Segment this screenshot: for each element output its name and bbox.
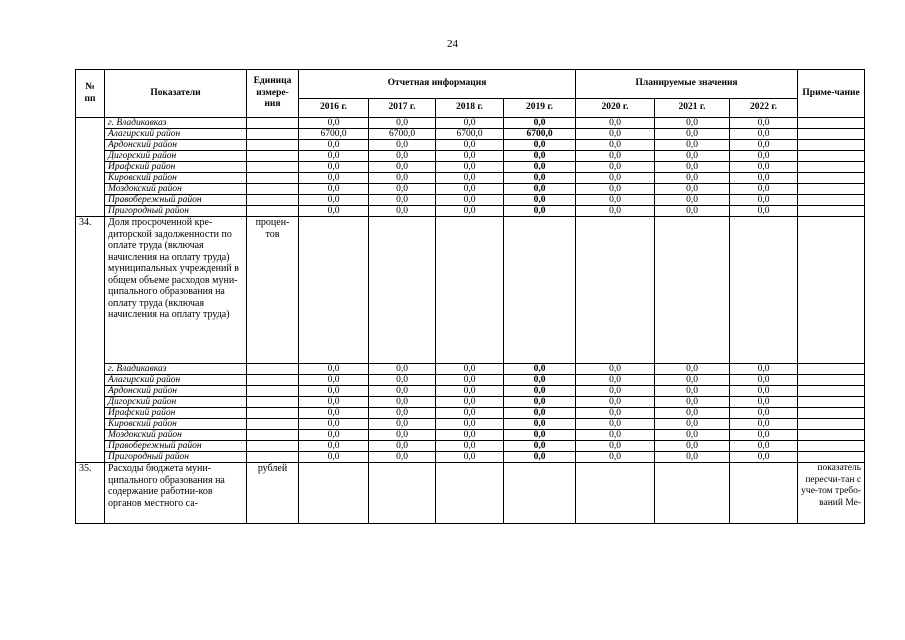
value-cell: 0,0 (369, 441, 436, 452)
value-cell: 0,0 (655, 408, 730, 419)
value-cell: 0,0 (730, 129, 798, 140)
indicator-row-35 (76, 463, 905, 524)
value-cell: 0,0 (504, 151, 576, 162)
value-cell: 0,0 (369, 173, 436, 184)
value-cell: 0,0 (730, 173, 798, 184)
region-name: Кировский район (105, 419, 247, 430)
value-cell: 0,0 (504, 408, 576, 419)
header-year: 2019 г. (504, 99, 576, 118)
region-name: Дигорский район (105, 397, 247, 408)
region-name: Правобережный район (105, 441, 247, 452)
value-cell: 0,0 (369, 162, 436, 173)
value-cell: 0,0 (369, 386, 436, 397)
cell-unit (247, 173, 299, 184)
value-cell: 0,0 (730, 184, 798, 195)
region-name: Кировский район (105, 173, 247, 184)
value-cell: 0,0 (730, 118, 798, 129)
region-name: Ардонский район (105, 386, 247, 397)
indicator-description: Доля просроченной кре-диторской задолженности по оплате труда (включая начисления на оплату труда) муниципальных учреждений в общем объеме расходов муни-ципального образования на оплату труда (включая начисления на оплату труда) (105, 217, 247, 364)
value-cell: 0,0 (576, 195, 655, 206)
value-cell (504, 217, 576, 364)
row-number: 35. (76, 463, 105, 524)
value-cell: 0,0 (436, 195, 504, 206)
value-cell: 0,0 (299, 206, 369, 217)
header-year: 2022 г. (730, 99, 798, 118)
table-row (76, 386, 905, 397)
value-cell: 0,0 (730, 441, 798, 452)
region-name: Пригородный район (105, 452, 247, 463)
cell-note (798, 173, 865, 184)
value-cell: 0,0 (504, 162, 576, 173)
value-cell: 0,0 (655, 162, 730, 173)
value-cell: 0,0 (299, 452, 369, 463)
value-cell: 0,0 (730, 151, 798, 162)
value-cell: 0,0 (576, 419, 655, 430)
value-cell: 0,0 (436, 452, 504, 463)
header-planned: Планируемые значения (576, 70, 798, 99)
region-name: г. Владикавказ (105, 118, 247, 129)
cell-note (798, 184, 865, 195)
value-cell: 0,0 (655, 118, 730, 129)
value-cell: 0,0 (299, 397, 369, 408)
value-cell (655, 217, 730, 364)
indicator-description: Расходы бюджета муни-ципального образования на содержание работни-ков органов местного са- (105, 463, 247, 524)
value-cell: 0,0 (369, 118, 436, 129)
value-cell: 0,0 (576, 375, 655, 386)
header-year: 2018 г. (436, 99, 504, 118)
cell-unit (247, 375, 299, 386)
value-cell: 0,0 (655, 441, 730, 452)
cell-note (798, 419, 865, 430)
value-cell: 0,0 (504, 375, 576, 386)
cell-note (798, 129, 865, 140)
value-cell: 0,0 (436, 386, 504, 397)
value-cell (299, 463, 369, 524)
value-cell (504, 463, 576, 524)
table-row (76, 364, 905, 375)
cell-note (798, 397, 865, 408)
value-cell: 0,0 (576, 173, 655, 184)
value-cell: 0,0 (299, 375, 369, 386)
region-name: Ардонский район (105, 140, 247, 151)
value-cell: 0,0 (576, 184, 655, 195)
cell-note (798, 140, 865, 151)
cell-note (798, 430, 865, 441)
table-row (76, 206, 905, 217)
value-cell (576, 217, 655, 364)
page-number: 24 (447, 38, 458, 50)
cell-note (798, 195, 865, 206)
region-name: Ирафский район (105, 162, 247, 173)
value-cell: 0,0 (436, 206, 504, 217)
value-cell: 0,0 (576, 151, 655, 162)
header-year: 2021 г. (655, 99, 730, 118)
value-cell: 0,0 (504, 419, 576, 430)
region-name: Правобережный район (105, 195, 247, 206)
cell-unit (247, 397, 299, 408)
indicator-note: показатель пересчи-тан с уче-том требо-ваний Ме- (798, 463, 865, 524)
table-row (76, 151, 905, 162)
row-number: 34. (76, 217, 105, 463)
value-cell: 0,0 (655, 452, 730, 463)
value-cell: 0,0 (730, 364, 798, 375)
value-cell (655, 463, 730, 524)
value-cell (730, 463, 798, 524)
value-cell: 0,0 (369, 364, 436, 375)
cell-note (798, 364, 865, 375)
cell-unit (247, 408, 299, 419)
cell-unit (247, 452, 299, 463)
value-cell: 0,0 (655, 386, 730, 397)
value-cell (369, 463, 436, 524)
value-cell: 0,0 (504, 452, 576, 463)
value-cell: 0,0 (576, 140, 655, 151)
cell-note (798, 386, 865, 397)
value-cell: 0,0 (504, 206, 576, 217)
table-row (76, 397, 905, 408)
value-cell: 0,0 (655, 206, 730, 217)
indicator-unit: рублей (247, 463, 299, 524)
value-cell: 0,0 (576, 408, 655, 419)
region-name: Моздокский район (105, 184, 247, 195)
value-cell: 0,0 (369, 140, 436, 151)
value-cell: 0,0 (369, 151, 436, 162)
value-cell: 0,0 (299, 364, 369, 375)
value-cell: 0,0 (576, 206, 655, 217)
header-indicators: Показатели (105, 70, 247, 118)
cell-note (798, 118, 865, 129)
header-year: 2020 г. (576, 99, 655, 118)
cell-unit (247, 129, 299, 140)
value-cell: 0,0 (655, 419, 730, 430)
table-row (76, 195, 905, 206)
value-cell: 0,0 (576, 386, 655, 397)
cell-note (798, 206, 865, 217)
value-cell: 0,0 (436, 140, 504, 151)
value-cell: 0,0 (655, 375, 730, 386)
value-cell: 0,0 (504, 195, 576, 206)
value-cell: 0,0 (655, 173, 730, 184)
value-cell (436, 217, 504, 364)
cell-unit (247, 151, 299, 162)
table-row (76, 452, 905, 463)
cell-note (798, 375, 865, 386)
region-name: Алагирский район (105, 375, 247, 386)
value-cell: 0,0 (299, 419, 369, 430)
value-cell: 6700,0 (299, 129, 369, 140)
value-cell: 0,0 (436, 430, 504, 441)
value-cell: 0,0 (504, 173, 576, 184)
value-cell: 0,0 (504, 441, 576, 452)
value-cell: 0,0 (504, 364, 576, 375)
header-no: № пп (76, 70, 105, 118)
table-row (76, 184, 905, 195)
value-cell: 0,0 (730, 452, 798, 463)
value-cell: 0,0 (504, 397, 576, 408)
cell-unit (247, 118, 299, 129)
value-cell: 0,0 (576, 364, 655, 375)
indicator-unit: процен-тов (247, 217, 299, 364)
value-cell: 0,0 (576, 430, 655, 441)
value-cell: 0,0 (576, 129, 655, 140)
value-cell (299, 217, 369, 364)
value-cell: 0,0 (299, 118, 369, 129)
cell-unit (247, 430, 299, 441)
value-cell: 0,0 (730, 397, 798, 408)
table-body (76, 118, 905, 524)
cell-unit (247, 419, 299, 430)
value-cell: 0,0 (655, 430, 730, 441)
indicators-table (75, 69, 905, 524)
table-row (76, 162, 905, 173)
value-cell: 0,0 (299, 386, 369, 397)
header-note: Приме-чание (798, 70, 865, 118)
value-cell: 6700,0 (436, 129, 504, 140)
value-cell: 0,0 (504, 386, 576, 397)
value-cell: 0,0 (369, 408, 436, 419)
value-cell: 0,0 (299, 430, 369, 441)
value-cell: 0,0 (436, 162, 504, 173)
value-cell: 0,0 (655, 364, 730, 375)
table-row (76, 419, 905, 430)
value-cell: 0,0 (436, 375, 504, 386)
value-cell (730, 217, 798, 364)
value-cell: 0,0 (299, 441, 369, 452)
header-reported: Отчетная информация (299, 70, 576, 99)
cell-note (798, 162, 865, 173)
cell-note (798, 452, 865, 463)
cell-unit (247, 140, 299, 151)
value-cell: 0,0 (369, 397, 436, 408)
value-cell: 0,0 (436, 173, 504, 184)
value-cell: 0,0 (299, 408, 369, 419)
value-cell: 0,0 (436, 419, 504, 430)
value-cell: 0,0 (299, 140, 369, 151)
value-cell: 6700,0 (369, 129, 436, 140)
table-row (76, 140, 905, 151)
value-cell (369, 217, 436, 364)
value-cell: 0,0 (369, 206, 436, 217)
value-cell: 0,0 (655, 397, 730, 408)
value-cell: 0,0 (436, 118, 504, 129)
value-cell: 0,0 (576, 118, 655, 129)
cell-unit (247, 386, 299, 397)
value-cell: 0,0 (655, 184, 730, 195)
value-cell: 0,0 (730, 140, 798, 151)
indicator-row-34 (76, 217, 905, 364)
cell-unit (247, 184, 299, 195)
table-row (76, 441, 905, 452)
value-cell: 0,0 (436, 441, 504, 452)
value-cell: 0,0 (436, 151, 504, 162)
value-cell: 0,0 (730, 375, 798, 386)
value-cell: 0,0 (436, 184, 504, 195)
region-name: Пригородный район (105, 206, 247, 217)
value-cell: 0,0 (576, 162, 655, 173)
value-cell: 6700,0 (504, 129, 576, 140)
cell-no (76, 118, 105, 217)
value-cell: 0,0 (504, 184, 576, 195)
value-cell: 0,0 (369, 195, 436, 206)
value-cell: 0,0 (730, 419, 798, 430)
table-row (76, 129, 905, 140)
table-row (76, 408, 905, 419)
table-row (76, 173, 905, 184)
cell-unit (247, 441, 299, 452)
region-name: Дигорский район (105, 151, 247, 162)
value-cell: 0,0 (369, 375, 436, 386)
value-cell: 0,0 (436, 397, 504, 408)
value-cell (436, 463, 504, 524)
region-name: Моздокский район (105, 430, 247, 441)
cell-unit (247, 364, 299, 375)
value-cell: 0,0 (369, 430, 436, 441)
value-cell: 0,0 (730, 195, 798, 206)
value-cell: 0,0 (299, 151, 369, 162)
value-cell: 0,0 (655, 140, 730, 151)
cell-note (798, 408, 865, 419)
region-name: г. Владикавказ (105, 364, 247, 375)
value-cell: 0,0 (299, 162, 369, 173)
value-cell: 0,0 (576, 441, 655, 452)
region-name: Алагирский район (105, 129, 247, 140)
value-cell: 0,0 (655, 129, 730, 140)
value-cell: 0,0 (730, 408, 798, 419)
table-row (76, 118, 905, 129)
cell-unit (247, 195, 299, 206)
value-cell: 0,0 (504, 118, 576, 129)
cell-note (798, 441, 865, 452)
header-unit: Единица измере-ния (247, 70, 299, 118)
value-cell: 0,0 (436, 408, 504, 419)
table-row (76, 375, 905, 386)
value-cell (576, 463, 655, 524)
value-cell: 0,0 (730, 162, 798, 173)
cell-note (798, 217, 865, 364)
cell-note (798, 151, 865, 162)
value-cell: 0,0 (730, 206, 798, 217)
value-cell: 0,0 (369, 184, 436, 195)
value-cell: 0,0 (504, 140, 576, 151)
value-cell: 0,0 (576, 397, 655, 408)
value-cell: 0,0 (576, 452, 655, 463)
value-cell: 0,0 (369, 452, 436, 463)
cell-unit (247, 162, 299, 173)
value-cell: 0,0 (730, 386, 798, 397)
header-year: 2016 г. (299, 99, 369, 118)
value-cell: 0,0 (655, 151, 730, 162)
header-year: 2017 г. (369, 99, 436, 118)
table-row (76, 430, 905, 441)
value-cell: 0,0 (655, 195, 730, 206)
value-cell: 0,0 (299, 195, 369, 206)
value-cell: 0,0 (299, 173, 369, 184)
value-cell: 0,0 (436, 364, 504, 375)
region-name: Ирафский район (105, 408, 247, 419)
cell-unit (247, 206, 299, 217)
value-cell: 0,0 (299, 184, 369, 195)
value-cell: 0,0 (369, 419, 436, 430)
value-cell: 0,0 (504, 430, 576, 441)
value-cell: 0,0 (730, 430, 798, 441)
